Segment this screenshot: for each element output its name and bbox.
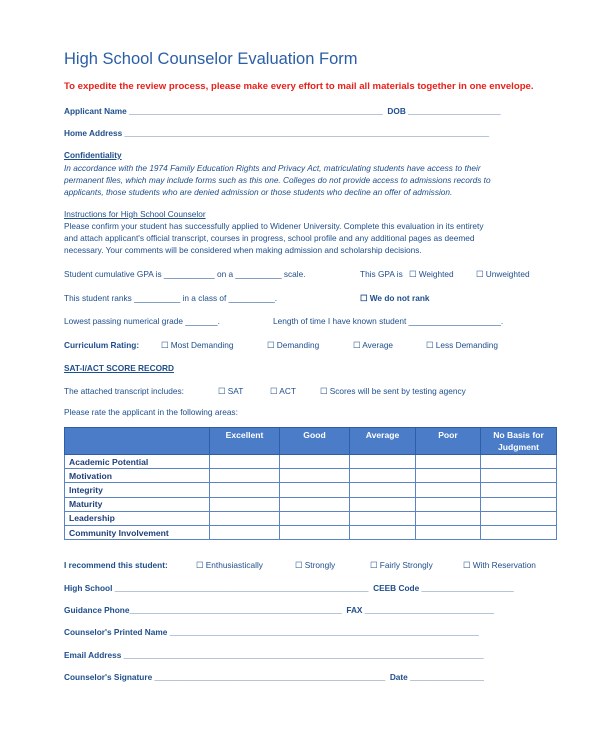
table-row xyxy=(65,455,557,469)
rating-cell[interactable] xyxy=(280,469,350,483)
table-row xyxy=(65,511,557,525)
printed-name-line[interactable]: Counselor's Printed Name ___________________________________________________________________ xyxy=(64,627,479,637)
ratings-col-header: Average xyxy=(350,428,416,455)
table-row xyxy=(65,469,557,483)
rating-cell[interactable] xyxy=(210,511,280,525)
rating-row-label: Leadership xyxy=(65,511,210,525)
sat-heading: SAT-I/ACT SCORE RECORD xyxy=(64,363,175,373)
rate-prompt: Please rate the applicant in the following areas: xyxy=(64,407,238,417)
checkbox-icon: ☐ xyxy=(353,340,363,350)
instructions-heading: Instructions for High School Counselor xyxy=(64,209,206,219)
ratings-col-header: Excellent xyxy=(210,428,280,455)
length-known-line[interactable]: Length of time I have known student ____________________. xyxy=(273,316,504,326)
confidentiality-line-2: permanent files, which may include forms such as this one. Colleges do not provide access to admissions records to xyxy=(64,175,491,185)
recommend-option-strongly[interactable]: ☐ Strongly xyxy=(295,560,336,570)
act-checkbox[interactable]: ☐ ACT xyxy=(270,386,296,396)
rating-cell[interactable] xyxy=(350,483,416,497)
rating-cell[interactable] xyxy=(481,497,557,511)
rating-cell[interactable] xyxy=(350,455,416,469)
confidentiality-heading: Confidentiality xyxy=(64,150,122,160)
checkbox-icon: ☐ xyxy=(409,269,419,279)
rating-cell[interactable] xyxy=(210,455,280,469)
recommend-option-with-reservation[interactable]: ☐ With Reservation xyxy=(463,560,536,570)
checkbox-icon: ☐ xyxy=(295,560,305,570)
rating-cell[interactable] xyxy=(416,497,481,511)
recommend-option-enthusiastically[interactable]: ☐ Enthusiastically xyxy=(196,560,263,570)
rating-cell[interactable] xyxy=(416,511,481,525)
rating-cell[interactable] xyxy=(481,455,557,469)
rating-row-label: Motivation xyxy=(65,469,210,483)
checkbox-icon: ☐ xyxy=(267,340,277,350)
form-title: High School Counselor Evaluation Form xyxy=(64,50,358,68)
confidentiality-line-3: applicants, those students who are denied admission or those students who decline an offer of admission. xyxy=(64,187,453,197)
checkbox-icon: ☐ xyxy=(426,340,436,350)
ratings-col-header: Good xyxy=(280,428,350,455)
rating-cell[interactable] xyxy=(416,469,481,483)
table-row xyxy=(65,483,557,497)
rating-cell[interactable] xyxy=(350,497,416,511)
rating-cell[interactable] xyxy=(416,483,481,497)
checkbox-icon: ☐ xyxy=(360,293,370,303)
weighted-checkbox[interactable]: ☐ Weighted xyxy=(409,269,454,279)
table-row xyxy=(65,497,557,511)
rating-cell[interactable] xyxy=(481,483,557,497)
home-address-line[interactable]: Home Address _______________________________________________________________________________ xyxy=(64,128,490,138)
rating-row-label: Academic Potential xyxy=(65,455,210,469)
rating-cell[interactable] xyxy=(280,497,350,511)
rating-cell[interactable] xyxy=(416,455,481,469)
checkbox-icon: ☐ xyxy=(196,560,206,570)
gpa-line[interactable]: Student cumulative GPA is ___________ on a __________ scale. xyxy=(64,269,306,279)
instructions-line-1: Please confirm your student has successfully applied to Widener University. Complete this evaluation in its entirety xyxy=(64,221,484,231)
unweighted-checkbox[interactable]: ☐ Unweighted xyxy=(476,269,530,279)
instructions-line-3: necessary. Your comments will be considered when making admission and scholarship decisions. xyxy=(64,245,422,255)
checkbox-icon: ☐ xyxy=(270,386,280,396)
rating-row-label: Community Involvement xyxy=(65,525,210,539)
ratings-table xyxy=(64,427,557,540)
curriculum-option-less-demanding[interactable]: ☐ Less Demanding xyxy=(426,340,499,350)
curriculum-option-demanding[interactable]: ☐ Demanding xyxy=(267,340,320,350)
rating-cell[interactable] xyxy=(210,483,280,497)
curriculum-option-most-demanding[interactable]: ☐ Most Demanding xyxy=(161,340,234,350)
guidance-phone-line[interactable]: Guidance Phone______________________________________________ FAX ____________________________ xyxy=(64,605,494,615)
transcript-includes-label: The attached transcript includes: xyxy=(64,386,184,396)
no-rank-checkbox[interactable]: ☐ We do not rank xyxy=(360,293,430,303)
checkbox-icon: ☐ xyxy=(218,386,228,396)
rating-cell[interactable] xyxy=(481,469,557,483)
rating-cell[interactable] xyxy=(210,469,280,483)
mailing-notice: To expedite the review process, please make every effort to mail all materials together in one envelope. xyxy=(64,81,534,92)
checkbox-icon: ☐ xyxy=(370,560,380,570)
rating-cell[interactable] xyxy=(210,497,280,511)
rating-cell[interactable] xyxy=(481,511,557,525)
this-gpa-label: This GPA is xyxy=(360,269,403,279)
checkbox-icon: ☐ xyxy=(320,386,330,396)
sat-checkbox[interactable]: ☐ SAT xyxy=(218,386,244,396)
applicant-name-line[interactable]: Applicant Name _______________________________________________________ DOB ____________________ xyxy=(64,106,501,116)
checkbox-icon: ☐ xyxy=(463,560,473,570)
rating-cell[interactable] xyxy=(280,525,350,539)
rating-cell[interactable] xyxy=(280,511,350,525)
curriculum-option-average[interactable]: ☐ Average xyxy=(353,340,394,350)
recommend-option-fairly-strongly[interactable]: ☐ Fairly Strongly xyxy=(370,560,433,570)
rating-cell[interactable] xyxy=(280,455,350,469)
scores-by-agency-checkbox[interactable]: ☐ Scores will be sent by testing agency xyxy=(320,386,466,396)
instructions-line-2: and attach applicant's official transcript, courses in progress, school profile and any additional pages as deemed xyxy=(64,233,475,243)
ratings-header-row xyxy=(65,428,557,455)
curriculum-label: Curriculum Rating: xyxy=(64,340,140,350)
recommend-label: I recommend this student: xyxy=(64,560,168,570)
ratings-header-blank xyxy=(65,428,210,455)
table-row xyxy=(65,525,557,539)
rating-cell[interactable] xyxy=(350,525,416,539)
lowest-grade-line[interactable]: Lowest passing numerical grade _______. xyxy=(64,316,220,326)
rating-cell[interactable] xyxy=(350,469,416,483)
rating-cell[interactable] xyxy=(280,483,350,497)
checkbox-icon: ☐ xyxy=(476,269,486,279)
ratings-col-header: No Basis for Judgment xyxy=(481,428,557,455)
signature-line[interactable]: Counselor's Signature __________________________________________________ Date ________________ xyxy=(64,672,484,682)
checkbox-icon: ☐ xyxy=(161,340,171,350)
high-school-line[interactable]: High School _______________________________________________________ CEEB Code ____________________ xyxy=(64,583,514,593)
rating-row-label: Maturity xyxy=(65,497,210,511)
email-line[interactable]: Email Address ______________________________________________________________________________ xyxy=(64,650,484,660)
ratings-col-header: Poor xyxy=(416,428,481,455)
rating-row-label: Integrity xyxy=(65,483,210,497)
rank-line[interactable]: This student ranks __________ in a class of __________. xyxy=(64,293,278,303)
rating-cell[interactable] xyxy=(210,525,280,539)
rating-cell[interactable] xyxy=(416,525,481,539)
confidentiality-line-1: In accordance with the 1974 Family Education Rights and Privacy Act, matriculating students have access to their xyxy=(64,163,481,173)
rating-cell[interactable] xyxy=(350,511,416,525)
rating-cell[interactable] xyxy=(481,525,557,539)
